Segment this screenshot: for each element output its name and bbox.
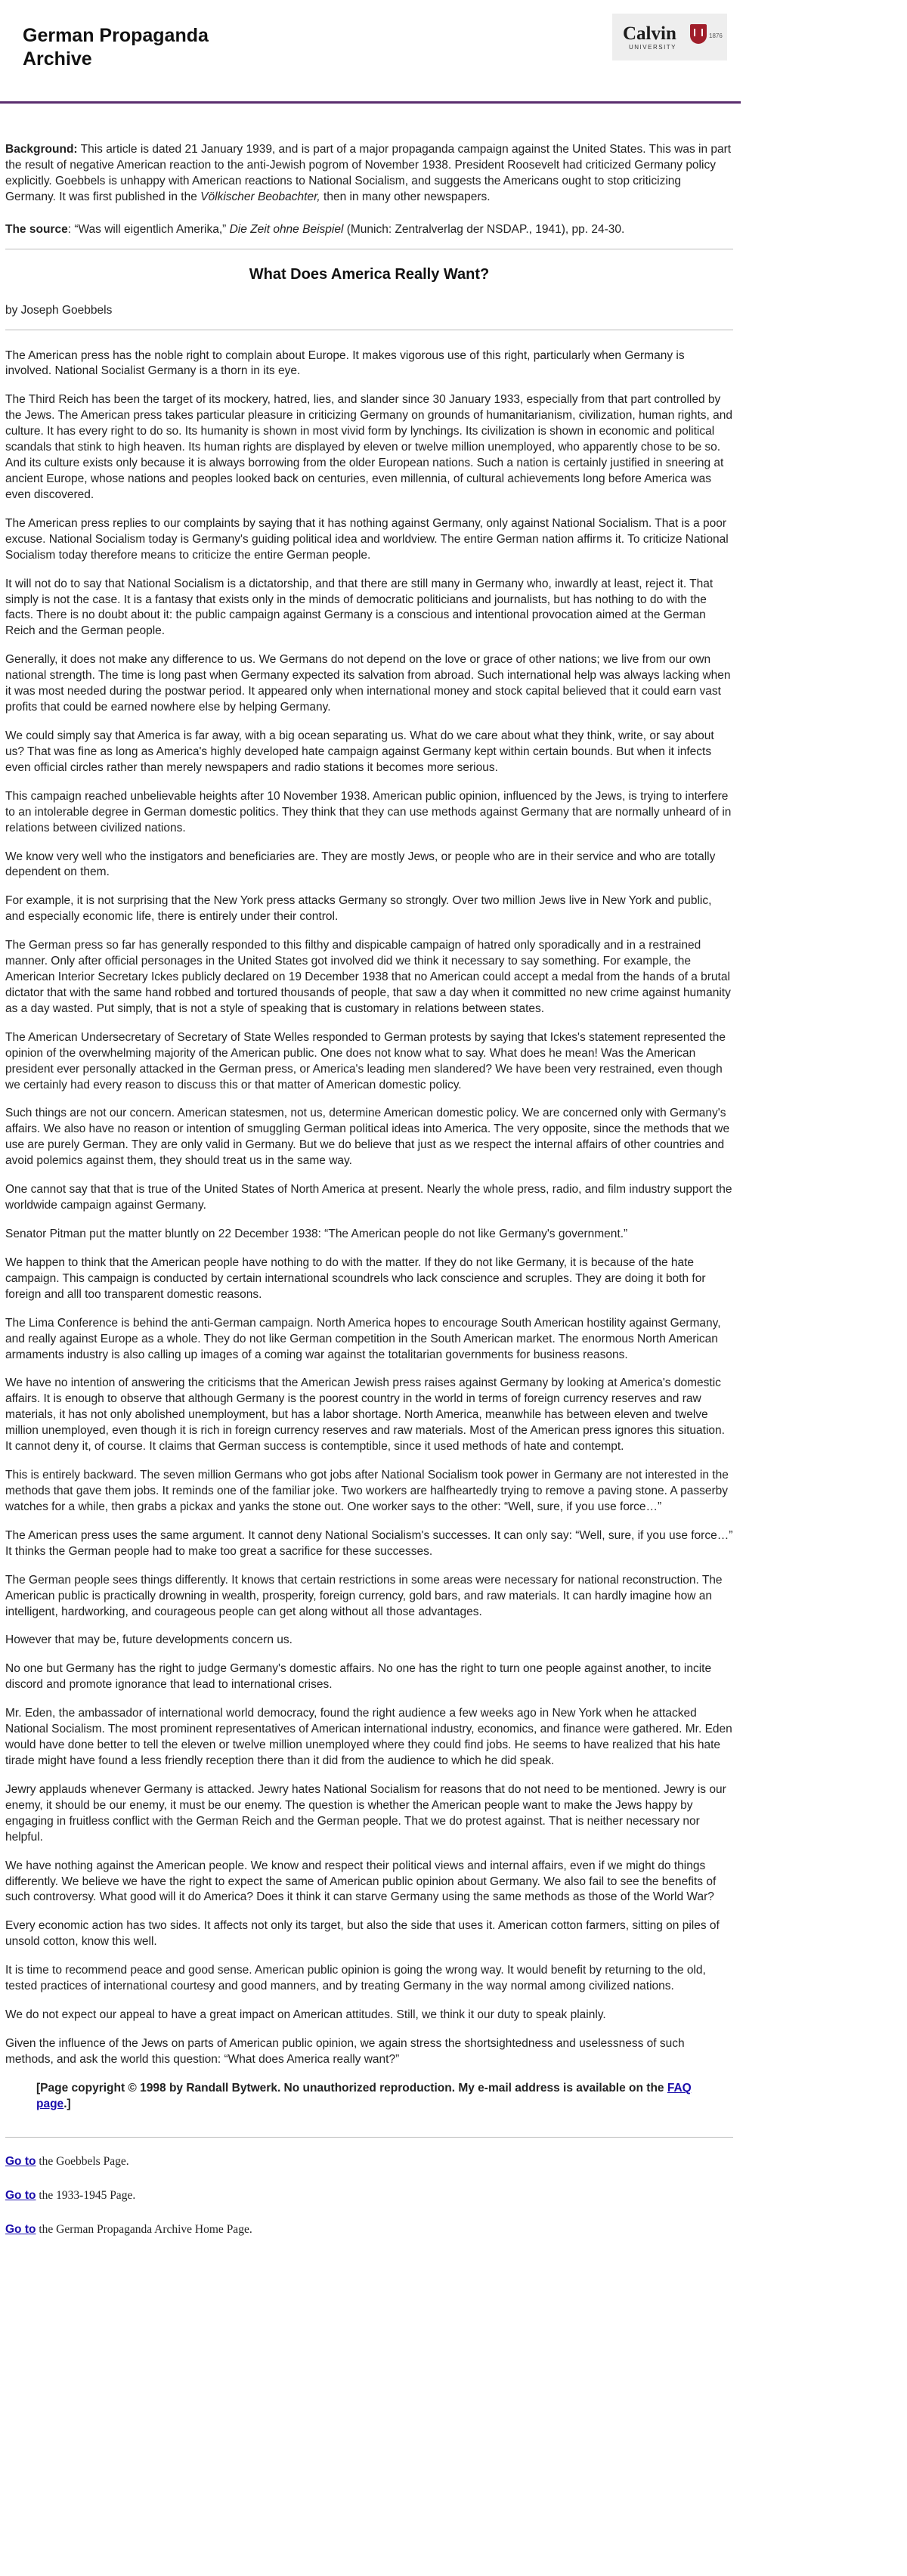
source-book-title: Die Zeit ohne Beispiel <box>229 222 344 236</box>
article-paragraph: Mr. Eden, the ambassador of international world democracy, found the right audience a few weeks ago in New York when he attacked National Socialism. The most prominent representatives of American international industry, economics, and finance were gathered. Mr. Eden would have done better to tell the eleven or twelve million unemployed where they could find jobs. He seems to have realized that his hate tirade might have found a less friendly reception there than it did from the audience to which he did speak. <box>5 1707 732 1767</box>
article-paragraph: It is time to recommend peace and good sense. American public opinion is going the wrong way. It would benefit by returning to the old, tested practices of international courtesy and good manners, and by treating Germany in the way normal among civilized nations. <box>5 1964 706 1993</box>
article-paragraph: The American press uses the same argument. It cannot deny National Socialism's successes. It can only say: “Well, sure, if you use force…” It thinks the German people had to make too great a sacrifice for these successes. <box>5 1528 733 1558</box>
article-paragraph: Generally, it does not make any difference to us. We Germans do not depend on the love or grace of other nations; we live from our own national strength. The time is long past when Germany expected its salvation from abroad. Such international help was always lacking when it was most needed during the postwar period. It appeared only when international money and stock capital believed that it could earn vast profits that could be earned nowhere else by helping Germany. <box>5 653 731 714</box>
nav-item-goebbels <box>5 2154 907 2170</box>
article-body <box>0 348 907 2068</box>
logo-name: Calvin <box>623 23 676 44</box>
article-paragraph: This campaign reached unbelievable heights after 10 November 1938. American public opinion, influenced by the Jews, is trying to interfere to an intolerable degree in German domestic politics. They think that they can use methods against Germany that are normally unheard of in relations between civilized nations. <box>5 789 732 834</box>
header-divider <box>0 101 741 104</box>
article-paragraph: The German people sees things differently. It knows that certain restrictions in some areas were necessary for national reconstruction. The American public is practically drowning in wealth, prosperity, foreign currency, gold bars, and raw materials. It can hardly imagine how an intelligent, hardworking, and courageous people can get along without all those advantages. <box>5 1573 723 1618</box>
background-note <box>5 142 733 206</box>
copyright-text-1: [Page copyright © 1998 by Randall Bytwerk. No unauthorized reproduction. My e-mail address is available on the <box>36 2081 667 2095</box>
nav-item-home <box>5 2222 907 2238</box>
article-paragraph: The Third Reich has been the target of its mockery, hatred, lies, and slander since 30 January 1933, especially from that part controlled by the Jews. The American press takes particular pleasure in criticizing Germany on grounds of humanitarianism, civilization, human rights, and culture. It has every right to do so. Its humanity is shown in most vivid form by lynchings. Its civilization is shown in economic and political scandals that stink to high heaven. Its human rights are displayed by eleven or twelve million unemployed, who apparently chose to be so. And its culture exists only because it is always borrowing from the older European nations. Such a nation is certainly justified in sneering at ancient Europe, whose nations and peoples looked back on centuries, even millennia, of cultural achievements long before America was even discovered. <box>5 393 733 501</box>
source-note <box>5 222 733 238</box>
source-label: The source <box>5 222 68 236</box>
navigation-links <box>5 2154 907 2238</box>
article-paragraph: The American press replies to our complaints by saying that it has nothing against Germany, only against National Socialism. That is a poor excuse. National Socialism today is Germany's guiding political idea and worldview. The entire German nation affirms it. To criticize National Socialism today therefore means to criticize the entire German people. <box>5 516 729 562</box>
nav-text: the 1933-1945 Page. <box>36 2188 136 2202</box>
article-paragraph: For example, it is not surprising that the New York press attacks Germany so strongly. Over two million Jews live in New York and public, and especially economic life, there is entirely under their control. <box>5 894 712 924</box>
goto-home-link[interactable]: Go to <box>5 2222 36 2236</box>
article-paragraph: This is entirely backward. The seven million Germans who got jobs after National Socialism took power in Germany are not interested in the methods that gave them jobs. It reminds one of the familiar joke. Two workers are halfheartedly trying to remove a paving stone. A passerby watches for a while, then grabs a pickax and yanks the stone out. One worker says to the other: “Well, sure, if you use force…” <box>5 1469 729 1513</box>
byline: by Joseph Goebbels <box>5 303 113 317</box>
article-paragraph: The American Undersecretary of Secretary of State Welles responded to German protests by saying that Ickes's statement represented the opinion of the overwhelming majority of the American public. One does not know what to say. What does he mean! Was the American president ever personally attacked in the German press, or America's leading men slandered? We have been very restrained, even though we certainly had every reason to discuss this or that matter of American domestic policy. <box>5 1030 726 1091</box>
calvin-university-logo[interactable] <box>612 14 727 60</box>
article-paragraph: We have nothing against the American people. We know and respect their political views and internal affairs, even if we might do things differently. We believe we have the right to expect the same of American public opinion about Germany. We also fail to see the benefits of such controversy. What good will it do America? Does it think it can starve Germany using the same methods as those of the World War? <box>5 1859 717 1904</box>
article-paragraph: Given the influence of the Jews on parts of American public opinion, we again stress the shortsightedness and uselessness of such methods, and ask the world this question: “What does America really want?” <box>5 2036 685 2066</box>
faq-link[interactable]: FAQ page <box>36 2081 692 2110</box>
source-text-2: (Munich: Zentralverlag der NSDAP., 1941), pp. 24-30. <box>343 222 625 236</box>
copyright-text-2: .] <box>63 2097 71 2110</box>
article-paragraph: However that may be, future developments concern us. <box>5 1633 293 1647</box>
article-paragraph: We could simply say that America is far away, with a big ocean separating us. What do we care about what they think, write, or say about us? That was fine as long as America's highly developed hate campaign against Germany kept within certain bounds. But when it infects even official circles rather than merely newspapers and radio stations it becomes more serious. <box>5 729 714 774</box>
background-text-2: then in many other newspapers. <box>320 190 491 203</box>
background-text-1: This article is dated 21 January 1939, and is part of a major propaganda campaign against the United States. This was in part the result of negative American reaction to the anti-Jewish pogrom of November 1938. President Roosevelt had criticized Germany policy explicitly. Goebbels is unhappy with American reactions to National Socialism, and suggests the Americans ought to stop criticizing Germany. It was first published in the <box>5 143 732 203</box>
site-header <box>0 0 907 113</box>
article-paragraph: We happen to think that the American people have nothing to do with the matter. If they do not like Germany, it is because of the hate campaign. This campaign is conducted by certain international scoundrels who lack conscience and scruples. They are doing it both for foreign and alll too transparent domestic reasons. <box>5 1255 706 1301</box>
nav-text: the Goebbels Page. <box>36 2154 129 2168</box>
article-paragraph: Senator Pitman put the matter bluntly on 22 December 1938: “The American people do not like Germany's government.” <box>5 1228 628 1241</box>
article-paragraph: It will not do to say that National Socialism is a dictatorship, and that there are still many in Germany who, inwardly at least, reject it. That simply is not the case. It is a fantasy that exists only in the minds of democratic politicians and journalists, but has nothing to do with the facts. There is no doubt about it: the public campaign against Germany is a conscious and intentional provocation aimed at the German Reich and the German people. <box>5 577 714 638</box>
article-paragraph: Every economic action has two sides. It affects not only its target, but also the side that uses it. American cotton farmers, sitting on piles of unsold cotton, know this well. <box>5 1919 720 1949</box>
article-paragraph: No one but Germany has the right to judge Germany's domestic affairs. No one has the right to turn one people against another, to incite discord and promote ignorance that lead to international crises. <box>5 1662 712 1692</box>
nav-text: the German Propaganda Archive Home Page. <box>36 2222 252 2236</box>
source-text-1: : “Was will eigentlich Amerika,” <box>67 222 230 236</box>
background-publication: Völkischer Beobachter, <box>200 190 320 203</box>
article-title: What Does America Really Want? <box>249 265 490 283</box>
site-title[interactable]: German Propaganda Archive <box>23 25 209 70</box>
divider <box>5 2137 733 2138</box>
nav-item-1933-1945 <box>5 2188 907 2204</box>
logo-subtitle: UNIVERSITY <box>629 44 677 51</box>
article-paragraph: The Lima Conference is behind the anti-German campaign. North America hopes to encourage South American hostility against Germany, and really against Europe as a whole. They do not like German competition in the South American market. The enormous North American armaments industry is also calling up images of a coming war against the totalitarian governments for business reasons. <box>5 1316 721 1361</box>
article-paragraph: We have no intention of answering the criticisms that the American Jewish press raises against Germany by looking at America's domestic affairs. It is enough to observe that although Germany is the poorest country in the world in terms of foreign currency reserves and raw materials, it has not only abolished unemployment, but has a labor shortage. North America, meanwhile has between eleven and twelve million unemployed, even though it is rich in foreign currency reserves and raw materials. Most of the American press ignores this situation. It cannot deny it, of course. It claims that German success is contemptible, since it used methods of hate and contempt. <box>5 1376 725 1454</box>
goto-goebbels-link[interactable]: Go to <box>5 2154 36 2168</box>
logo-year: 1876 <box>709 33 723 39</box>
article-paragraph: Such things are not our concern. American statesmen, not us, determine American domestic policy. We are concerned only with Germany's affairs. We also have no reason or intention of smuggling German political ideas into America. The very opposite, since the methods that we use are purely German. They are only valid in Germany. But we do believe that just as we respect the internal affairs of other countries and avoid polemics against them, they should treat us in the same way. <box>5 1107 730 1168</box>
article-paragraph: The German press so far has generally responded to this filthy and dispicable campaign of hatred only sporadically and in a restrained manner. Only after official personages in the United States got involved did we think it necessary to say something. For example, the American Interior Secretary Ickes publicly declared on 19 December 1938 that no American could accept a medal from the hands of a brutal dictator that with the same hand robbed and tortured thousands of people, that saw a day when it committed no new crime against humanity as a day wasted. Put simply, that is not a style of speaking that is customary in relations between states. <box>5 939 731 1015</box>
article-paragraph: Jewry applauds whenever Germany is attacked. Jewry hates National Socialism for reasons that do not need to be mentioned. Jewry is our enemy, it should be our enemy, it must be our enemy. The question is whether the American people want to make the Jews happy by engaging in fruitless conflict with the German Reich and the German people. That we do protest against. That is neither necessary nor helpful. <box>5 1782 726 1844</box>
article-paragraph: We know very well who the instigators and beneficiaries are. They are mostly Jews, or people who are in their service and who are totally dependent on them. <box>5 850 716 879</box>
copyright-note <box>36 2081 722 2113</box>
shield-icon <box>690 24 707 44</box>
article-paragraph: One cannot say that that is true of the United States of North America at present. Nearly the whole press, radio, and film industry support the worldwide campaign against Germany. <box>5 1183 732 1212</box>
article-paragraph: We do not expect our appeal to have a great impact on American attitudes. Still, we think it our duty to speak plainly. <box>5 2008 606 2022</box>
article-paragraph: The American press has the noble right to complain about Europe. It makes vigorous use of this right, particularly when Germany is involved. National Socialist Germany is a thorn in its eye. <box>5 348 685 378</box>
background-label: Background: <box>5 143 78 156</box>
goto-1933-1945-link[interactable]: Go to <box>5 2188 36 2202</box>
